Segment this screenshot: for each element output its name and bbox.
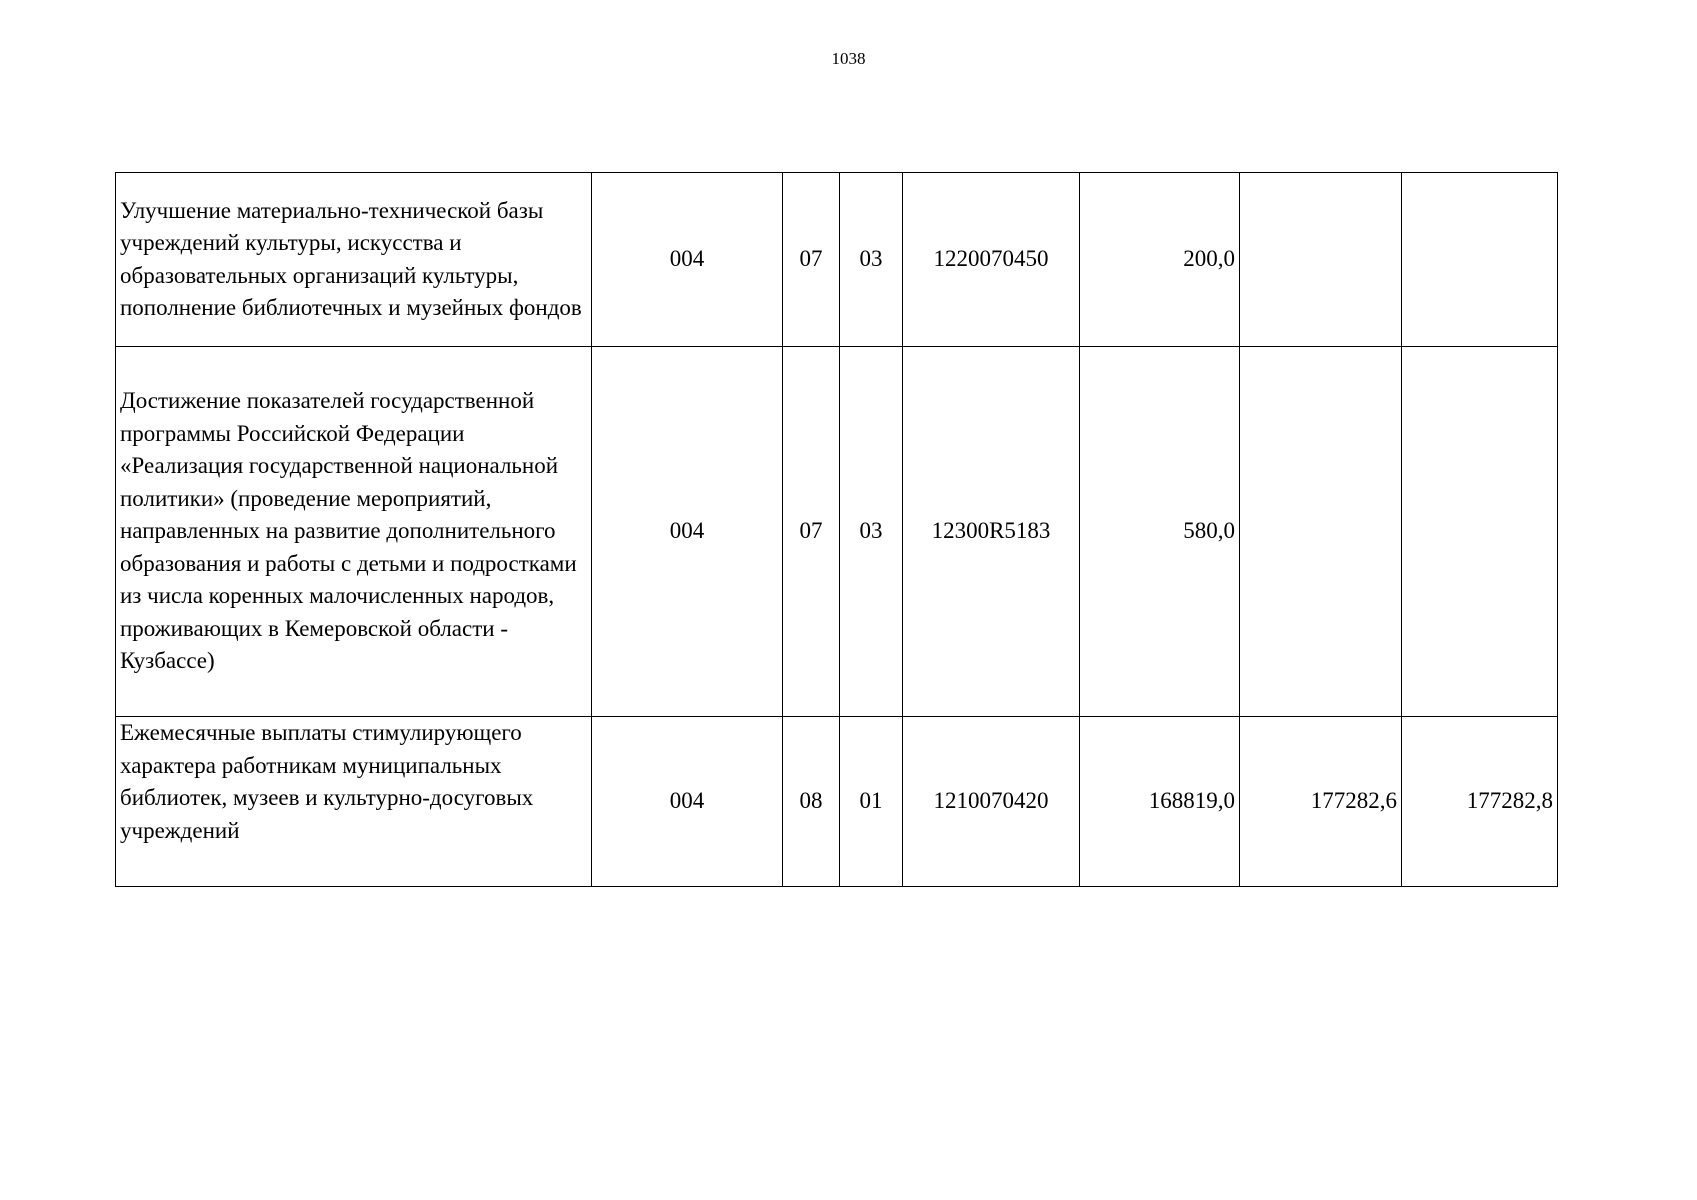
amount-year-3 — [1402, 347, 1558, 717]
section-code: 08 — [783, 717, 840, 887]
amount-year-3: 177282,8 — [1402, 717, 1558, 887]
ministry-code: 004 — [592, 347, 783, 717]
amount-year-2 — [1240, 173, 1402, 347]
row-description: Ежемесячные выплаты стимулирующего характера работникам муниципальных библиотек, музеев и культурно-досуговых учреждений — [116, 717, 592, 887]
amount-year-3 — [1402, 173, 1558, 347]
amount-year-1: 200,0 — [1080, 173, 1240, 347]
table-row — [116, 717, 1558, 887]
amount-year-1: 580,0 — [1080, 347, 1240, 717]
amount-year-1: 168819,0 — [1080, 717, 1240, 887]
subsection-code: 03 — [840, 173, 903, 347]
section-code: 07 — [783, 173, 840, 347]
section-code: 07 — [783, 347, 840, 717]
amount-year-2 — [1240, 347, 1402, 717]
table-row — [116, 347, 1558, 717]
ministry-code: 004 — [592, 173, 783, 347]
target-article-code: 12300R5183 — [903, 347, 1080, 717]
budget-table — [115, 172, 1558, 887]
subsection-code: 03 — [840, 347, 903, 717]
table-row — [116, 173, 1558, 347]
row-description: Достижение показателей государственной программы Российской Федерации «Реализация государственной национальной политики» (проведение мероприятий, направленных на развитие дополнительного образования и работы с детьми и подростками из числа коренных малочисленных народов, проживающих в Кемеровской области - Кузбассе) — [116, 347, 592, 717]
subsection-code: 01 — [840, 717, 903, 887]
row-description: Улучшение материально-технической базы учреждений культуры, искусства и образовательных организаций культуры, пополнение библиотечных и музейных фондов — [116, 173, 592, 347]
amount-year-2: 177282,6 — [1240, 717, 1402, 887]
page-number: 1038 — [831, 49, 866, 68]
ministry-code: 004 — [592, 717, 783, 887]
target-article-code: 1220070450 — [903, 173, 1080, 347]
target-article-code: 1210070420 — [903, 717, 1080, 887]
